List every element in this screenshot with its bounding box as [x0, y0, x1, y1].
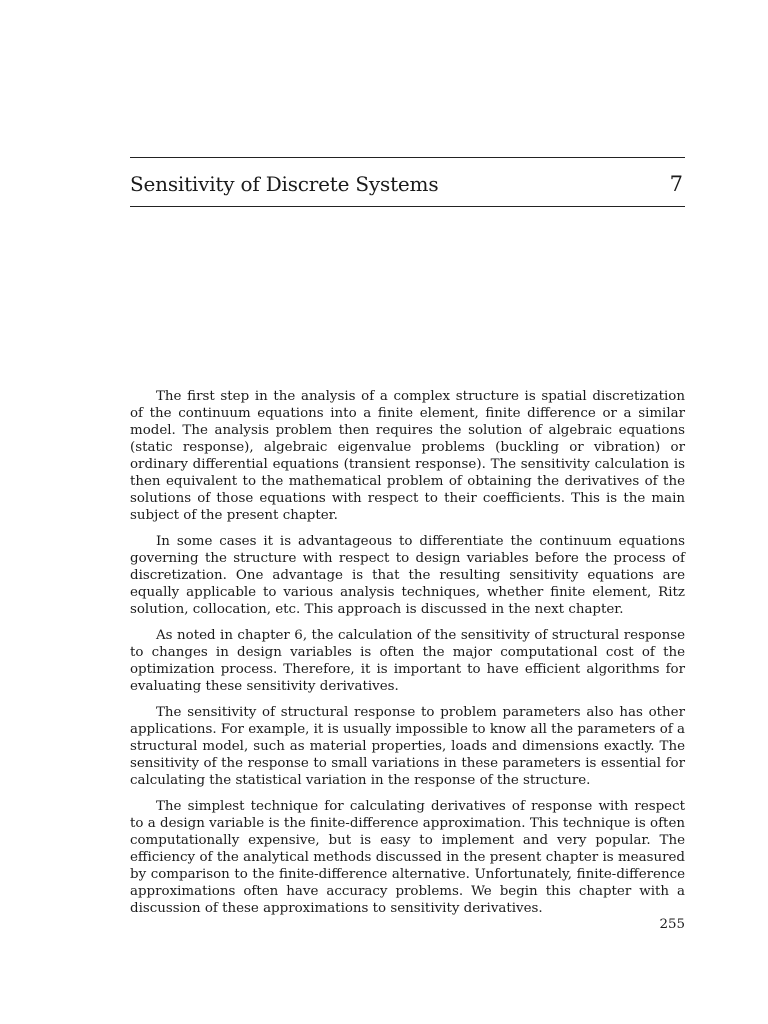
chapter-heading — [130, 168, 685, 200]
paragraph-5: The simplest technique for calculating derivatives of response with respect to a design variable is the finite-difference approximation. This technique is often computationally expensive, but is easy to implement and very popular. The efficiency of the analytical methods discussed in the present chapter is measured by comparison to the finite-difference alternative. Unfortunately, finite-difference approximations often have accuracy problems. We begin this chapter with a discussion of these approximations to sensitivity derivatives. — [130, 799, 685, 916]
paragraph-1: The first step in the analysis of a complex structure is spatial discretization of the continuum equations into a finite element, finite difference or a similar model. The analysis problem then requires the solution of algebraic equations (static response), algebraic eigenvalue problems (buckling or vibration) or ordinary differential equations (transient response). The sensitivity calculation is then equivalent to the mathematical problem of obtaining the derivatives of the solutions of those equations with respect to their coefficients. This is the main subject of the present chapter. — [130, 389, 685, 523]
paragraph-4: The sensitivity of structural response to problem parameters also has other applications. For example, it is usually impossible to know all the parameters of a structural model, such as material properties, loads and dimensions exactly. The sensitivity of the response to small variations in these parameters is essential for calculating the statistical variation in the response of the structure. — [130, 705, 685, 788]
chapter-rule-bottom — [130, 206, 685, 207]
chapter-rule-top — [130, 157, 685, 158]
chapter-body — [130, 388, 685, 926]
paragraph-3: As noted in chapter 6, the calculation of the sensitivity of structural response to changes in design variables is often the major computational cost of the optimization process. Therefore, it is important to have efficient algorithms for evaluating these sensitivity derivatives. — [130, 628, 685, 694]
page-number: 255 — [659, 917, 685, 932]
book-page — [130, 0, 685, 1024]
chapter-number: 7 — [669, 172, 683, 196]
chapter-title: Sensitivity of Discrete Systems — [130, 172, 439, 196]
paragraph-2: In some cases it is advantageous to differentiate the continuum equations governing the structure with respect to design variables before the process of discretization. One advantage is that the resulting sensitivity equations are equally applicable to various analysis techniques, whether finite element, Ritz solution, collocation, etc. This approach is discussed in the next chapter. — [130, 534, 685, 617]
